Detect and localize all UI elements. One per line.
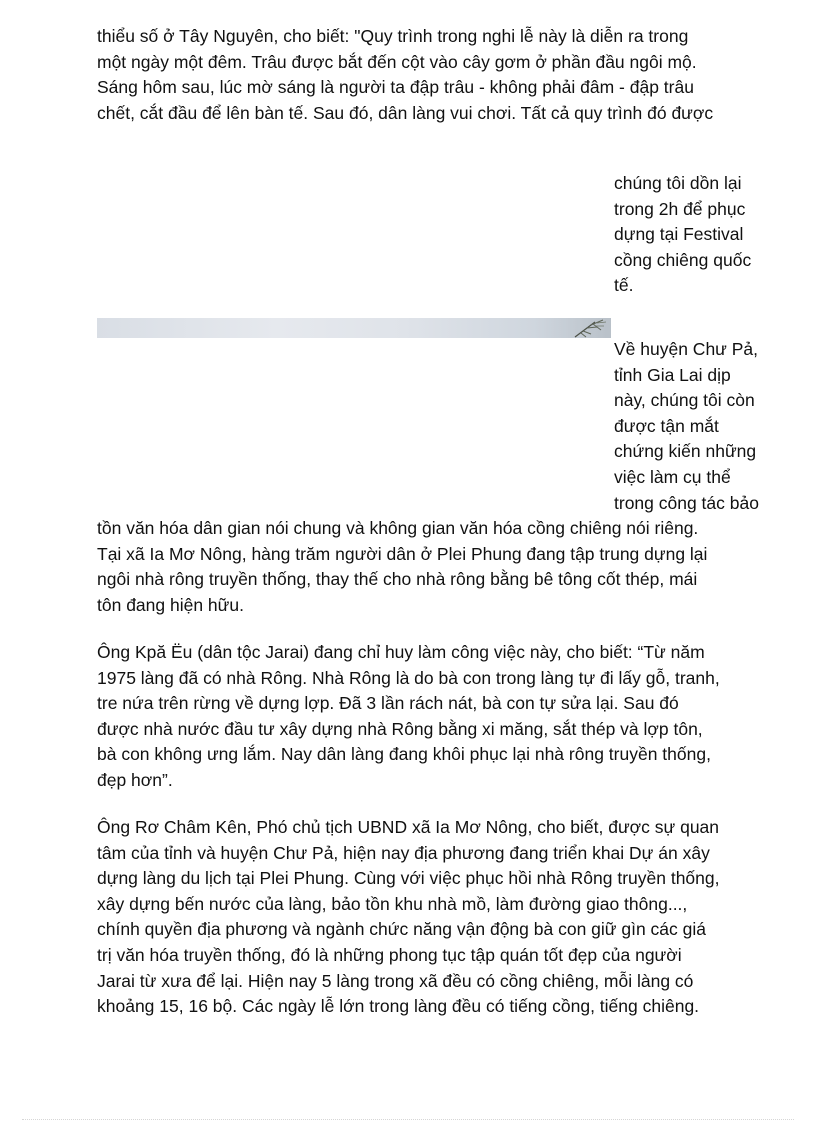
paragraph-plei-phung bbox=[97, 516, 787, 618]
text-line: dựng tại Festival bbox=[614, 224, 744, 245]
text-line: Sáng hôm sau, lúc mờ sáng là người ta đập trâu - không phải đâm - đập trâu bbox=[97, 77, 694, 98]
text-line: thiểu số ở Tây Nguyên, cho biết: "Quy trình trong nghi lễ này là diễn ra trong bbox=[97, 26, 689, 46]
text-line: trị văn hóa truyền thống, đó là những phong tục tập quán tốt đẹp của người bbox=[97, 944, 682, 965]
paragraph-intro bbox=[97, 24, 787, 126]
text-line: một ngày một đêm. Trâu được bắt đến cột vào cây gơm ở phần đầu ngôi mộ. bbox=[97, 51, 697, 72]
text-line: việc làm cụ thể bbox=[614, 466, 731, 487]
text-line: Ông Rơ Châm Kên, Phó chủ tịch UBND xã Ia Mơ Nông, cho biết, được sự quan bbox=[97, 817, 720, 837]
text-line: Ông Kpă Ëu (dân tộc Jarai) đang chỉ huy làm công việc này, cho biết: “Từ năm bbox=[97, 642, 705, 662]
branch-icon bbox=[573, 318, 609, 338]
paragraph-kpa-eu-quote bbox=[97, 640, 787, 794]
paragraph-ro-cham-ken bbox=[97, 815, 787, 1020]
text-line: này, chúng tôi còn bbox=[614, 390, 755, 411]
text-line: khoảng 15, 16 bộ. Các ngày lễ lớn trong làng đều có tiếng cồng, tiếng chiêng. bbox=[97, 996, 700, 1017]
text-line: Tại xã Ia Mơ Nông, hàng trăm người dân ở Plei Phung đang tập trung dựng lại bbox=[97, 543, 708, 564]
text-line: được tận mắt bbox=[614, 415, 719, 436]
text-line: trong công tác bảo bbox=[614, 492, 759, 513]
text-line: dựng làng du lịch tại Plei Phung. Cùng với việc phục hồi nhà Rông truyền thống, bbox=[97, 868, 720, 889]
text-line: tâm của tỉnh và huyện Chư Pả, hiện nay địa phương đang triển khai Dự án xây bbox=[97, 842, 710, 863]
text-line: 1975 làng đã có nhà Rông. Nhà Rông là do bà con trong làng tự đi lấy gỗ, tranh, bbox=[97, 667, 720, 688]
side-paragraph-chu-pa bbox=[614, 337, 784, 516]
text-line: chết, cắt đầu để lên bàn tế. Sau đó, dân làng vui chơi. Tất cả quy trình đó được bbox=[97, 102, 714, 123]
text-line: bà con không ưng lắm. Nay dân làng đang khôi phục lại nhà rông truyền thống, bbox=[97, 744, 711, 765]
text-line: tre nứa trên rừng về dựng lợp. Đã 3 lần rách nát, bà con tự sửa lại. Sau đó bbox=[97, 693, 679, 714]
text-line: chúng tôi dồn lại bbox=[614, 173, 742, 193]
text-line: tỉnh Gia Lai dịp bbox=[614, 364, 731, 385]
text-line: Jarai từ xưa để lại. Hiện nay 5 làng trong xã đều có cồng chiêng, mỗi làng có bbox=[97, 970, 694, 991]
text-line: trong 2h để phục bbox=[614, 198, 746, 219]
text-line: Về huyện Chư Pả, bbox=[614, 339, 759, 359]
text-line: tôn đang hiện hữu. bbox=[97, 594, 244, 615]
page-divider bbox=[22, 1119, 794, 1120]
text-line: cồng chiêng quốc bbox=[614, 249, 752, 270]
text-line: được nhà nước đầu tư xây dựng nhà Rông bằng xi măng, sắt thép và lợp tôn, bbox=[97, 718, 703, 739]
text-line: chính quyền địa phương và ngành chức năng vận động bà con giữ gìn các giá bbox=[97, 919, 706, 940]
side-paragraph-festival bbox=[614, 171, 784, 299]
text-line: ngôi nhà rông truyền thống, thay thế cho nhà rông bằng bê tông cốt thép, mái bbox=[97, 569, 698, 590]
text-line: tồn văn hóa dân gian nói chung và không gian văn hóa cồng chiêng nói riêng. bbox=[97, 518, 699, 538]
text-line: chứng kiến những bbox=[614, 441, 757, 462]
text-line: xây dựng bến nước của làng, bảo tồn khu nhà mồ, làm đường giao thông..., bbox=[97, 893, 688, 914]
article-image bbox=[97, 318, 611, 338]
text-line: đẹp hơn”. bbox=[97, 769, 173, 790]
text-line: tế. bbox=[614, 275, 634, 296]
